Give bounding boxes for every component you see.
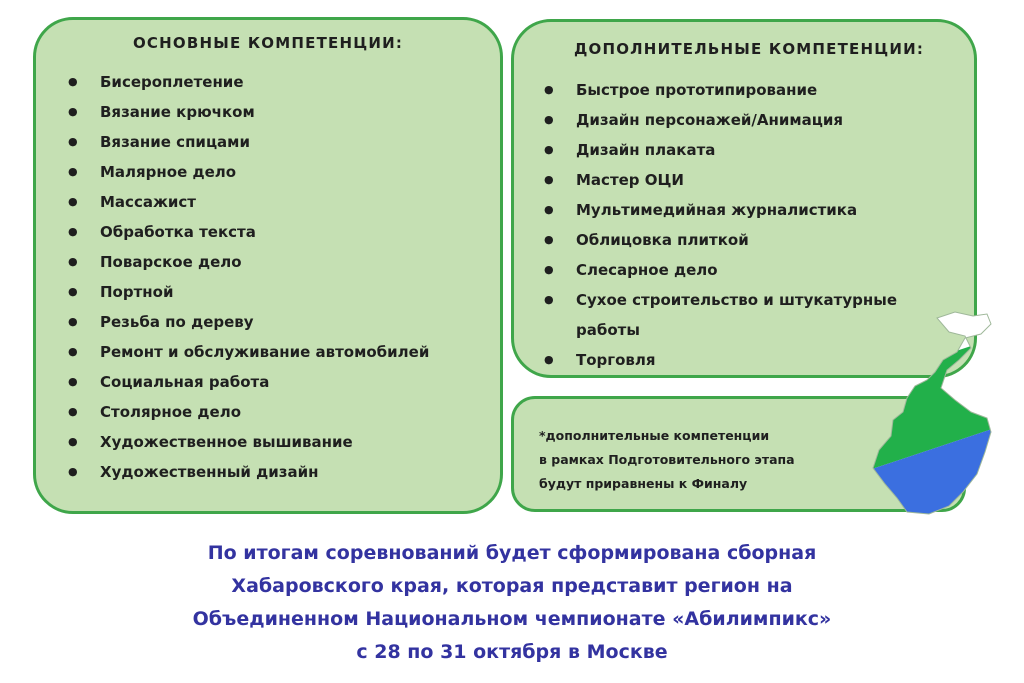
- footer-announcement: [0, 537, 1024, 669]
- bullet-icon: ●: [544, 113, 554, 126]
- list-item: ● Обработка текста: [68, 217, 429, 247]
- main-competencies-panel: [33, 17, 503, 514]
- list-item: ● Вязание крючком: [68, 97, 429, 127]
- list-item: ● Быстрое прототипирование: [544, 75, 954, 105]
- bullet-icon: ●: [544, 353, 554, 366]
- bullet-icon: ●: [68, 135, 78, 148]
- list-item: ● Сухое строительство и штукатурные работы: [544, 285, 954, 345]
- list-item: ● Художественное вышивание: [68, 427, 429, 457]
- bullet-icon: ●: [68, 255, 78, 268]
- note-line: *дополнительные компетенции: [539, 428, 770, 443]
- footer-line: Объединенном Национальном чемпионате «Абилимпикс»: [192, 608, 832, 630]
- list-item: ● Ремонт и обслуживание автомобилей: [68, 337, 429, 367]
- list-item: ● Мастер ОЦИ: [544, 165, 954, 195]
- khabarovsk-region-map-icon: [845, 308, 995, 518]
- bullet-icon: ●: [68, 225, 78, 238]
- bullet-icon: ●: [68, 285, 78, 298]
- list-item: ● Портной: [68, 277, 429, 307]
- main-competencies-title: ОСНОВНЫЕ КОМПЕТЕНЦИИ:: [132, 34, 404, 52]
- footer-line: Хабаровского края, которая представит регион на: [231, 575, 793, 597]
- bullet-icon: ●: [68, 105, 78, 118]
- list-item: ● Бисероплетение: [68, 67, 429, 97]
- bullet-icon: ●: [68, 165, 78, 178]
- extra-competencies-title: ДОПОЛНИТЕЛЬНЫЕ КОМПЕТЕНЦИИ:: [573, 40, 925, 58]
- list-item: ● Поварское дело: [68, 247, 429, 277]
- bullet-icon: ●: [544, 233, 554, 246]
- list-item: ● Дизайн персонажей/Анимация: [544, 105, 954, 135]
- footer-line: с 28 по 31 октября в Москве: [356, 641, 668, 663]
- bullet-icon: ●: [544, 83, 554, 96]
- list-item: ● Художественный дизайн: [68, 457, 429, 487]
- bullet-icon: ●: [68, 315, 78, 328]
- footer-line: По итогам соревнований будет сформирована сборная: [207, 542, 817, 564]
- bullet-icon: ●: [68, 75, 78, 88]
- list-item: ● Торговля: [544, 345, 954, 375]
- list-item: ● Облицовка плиткой: [544, 225, 954, 255]
- bullet-icon: ●: [68, 375, 78, 388]
- list-item: ● Малярное дело: [68, 157, 429, 187]
- bullet-icon: ●: [544, 263, 554, 276]
- bullet-icon: ●: [544, 203, 554, 216]
- bullet-icon: ●: [68, 435, 78, 448]
- list-item: ● Резьба по дереву: [68, 307, 429, 337]
- bullet-icon: ●: [68, 195, 78, 208]
- note-line: будут приравнены к Финалу: [539, 476, 748, 491]
- list-item: ● Социальная работа: [68, 367, 429, 397]
- main-competencies-list: [68, 67, 429, 487]
- bullet-icon: ●: [68, 465, 78, 478]
- bullet-icon: ●: [544, 143, 554, 156]
- bullet-icon: ●: [68, 405, 78, 418]
- list-item: ● Слесарное дело: [544, 255, 954, 285]
- note-line: в рамках Подготовительного этапа: [539, 452, 795, 467]
- list-item: ● Столярное дело: [68, 397, 429, 427]
- bullet-icon: ●: [544, 173, 554, 186]
- list-item: ● Массажист: [68, 187, 429, 217]
- note-text: [539, 424, 795, 496]
- bullet-icon: ●: [544, 293, 554, 306]
- bullet-icon: ●: [68, 345, 78, 358]
- list-item: ● Дизайн плаката: [544, 135, 954, 165]
- list-item: ● Вязание спицами: [68, 127, 429, 157]
- list-item: ● Мультимедийная журналистика: [544, 195, 954, 225]
